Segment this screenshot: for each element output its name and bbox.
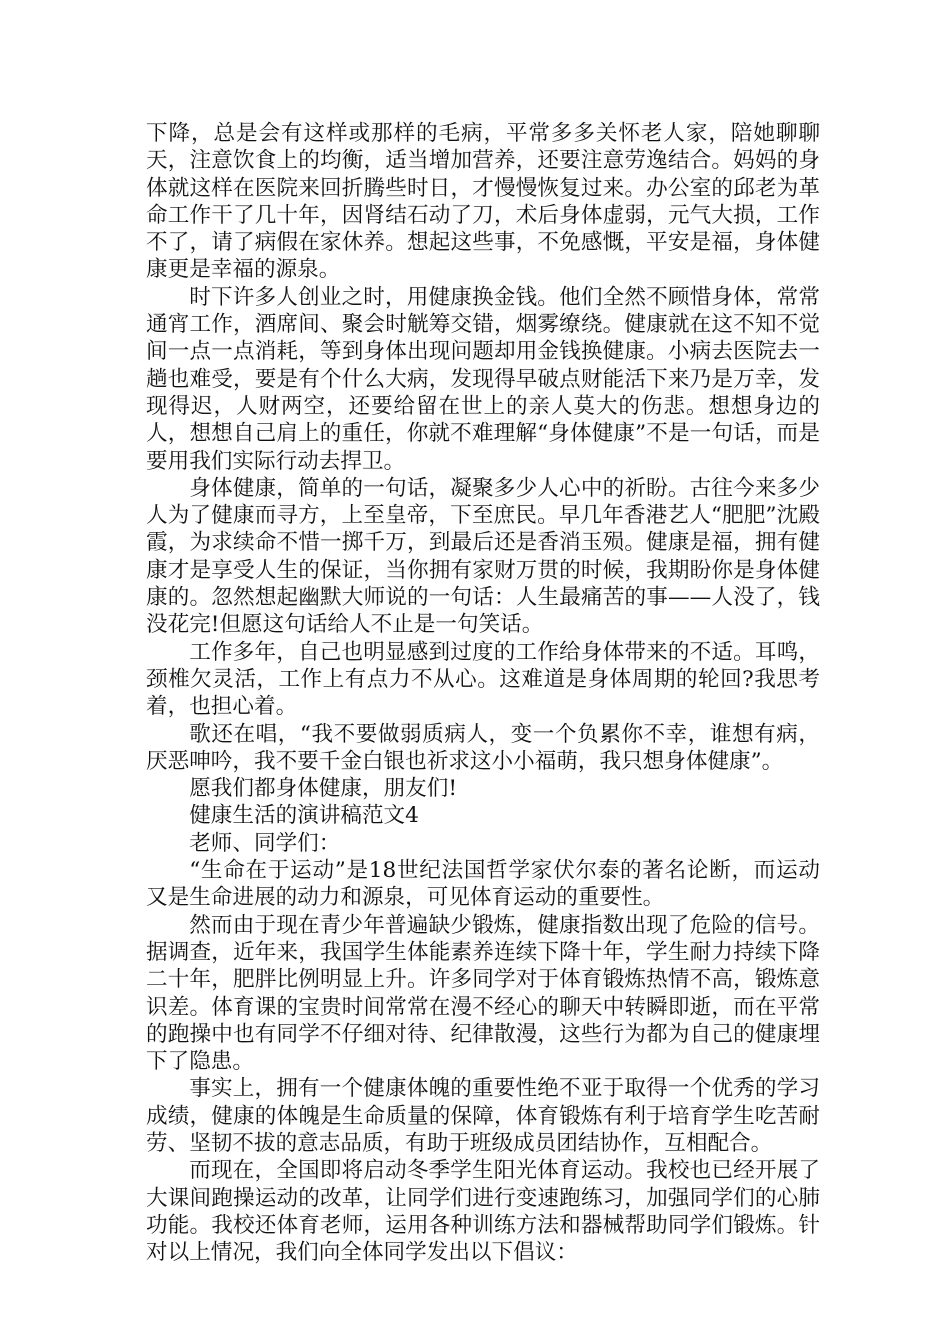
paragraph: “生命在于运动”是18世纪法国哲学家伏尔泰的著名论断，而运动又是生命进展的动力和源泉，可见体育运动的重要性。 [146,858,820,911]
paragraph-continuation: 下降，总是会有这样或那样的毛病，平常多多关怀老人家，陪她聊聊天，注意饮食上的均衡，适当增加营养，还要注意劳逸结合。妈妈的身体就这样在医院来回折腾些时日，才慢慢恢复过来。办公室的邱老为革命工作干了几十年，因肾结石动了刀，术后身体虚弱，元气大损，工作不了，请了病假在家休养。想起这些事，不免感慨，平安是福，身体健康更是幸福的源泉。 [146,121,820,283]
salutation: 老师、同学们： [189,830,341,856]
document-page [146,120,820,1266]
paragraph: 然而由于现在青少年普遍缺少锻炼，健康指数出现了危险的信号。据调查，近年来，我国学生体能素养连续下降十年，学生耐力持续下降二十年，肥胖比例明显上升。许多同学对于体育锻炼热情不高，锻炼意识差。体育课的宝贵时间常常在漫不经心的聊天中转瞬即逝，而在平常的跑操中也有同学不仔细对待、纪律散漫，这些行为都为自己的健康埋下了隐患。 [146,912,820,1075]
paragraph: 而现在，全国即将启动冬季学生阳光体育运动。我校也已经开展了大课间跑操运动的改革，让同学们进行变速跑练习，加强同学们的心肺功能。我校还体育老师，运用各种训练方法和器械帮助同学们锻炼。针对以上情况，我们向全体同学发出以下倡议： [146,1158,820,1266]
paragraph: 工作多年，自己也明显感到过度的工作给身体带来的不适。耳鸣，颈椎欠灵活，工作上有点力不从心。这难道是身体周期的轮回?我思考着，也担心着。 [146,639,820,720]
paragraph: 身体健康，简单的一句话，凝聚多少人心中的祈盼。古往今来多少人为了健康而寻方，上至皇帝，下至庶民。早几年香港艺人“肥肥”沈殿霞，为求续命不惜一掷千万，到最后还是香消玉殒。健康是福，拥有健康才是享受人生的保证，当你拥有家财万贯的时候，我期盼你是身体健康的。忽然想起幽默大师说的一句话：人生最痛苦的事——人没了，钱没花完!但愿这句话给人不止是一句笑话。 [146,475,820,638]
paragraph: 事实上，拥有一个健康体魄的重要性绝不亚于取得一个优秀的学习成绩，健康的体魄是生命质量的保障，体育锻炼有利于培育学生吃苦耐劳、坚韧不拔的意志品质，有助于班级成员团结协作，互相配合。 [146,1076,820,1156]
section-title: 健康生活的演讲稿范文4 [189,803,419,829]
paragraph: 歌还在唱，“我不要做弱质病人，变一个负累你不幸，谁想有病，厌恶呻吟，我不要千金白银也祈求这小小福萌，我只想身体健康”。 [146,721,820,774]
paragraph: 时下许多人创业之时，用健康换金钱。他们全然不顾惜身体，常常通宵工作，酒席间、聚会时觥筹交错，烟雾缭绕。健康就在这不知不觉间一点一点消耗，等到身体出现问题却用金钱换健康。小病去医院去一趟也难受，要是有个什么大病，发现得早破点财能活下来乃是万幸，发现得迟，人财两空，还要给留在世上的亲人莫大的伤悲。想想身边的人，想想自己肩上的重任，你就不难理解“身体健康”不是一句话，而是要用我们实际行动去捍卫。 [146,284,820,474]
closing-line: 愿我们都身体健康，朋友们! [189,776,457,802]
